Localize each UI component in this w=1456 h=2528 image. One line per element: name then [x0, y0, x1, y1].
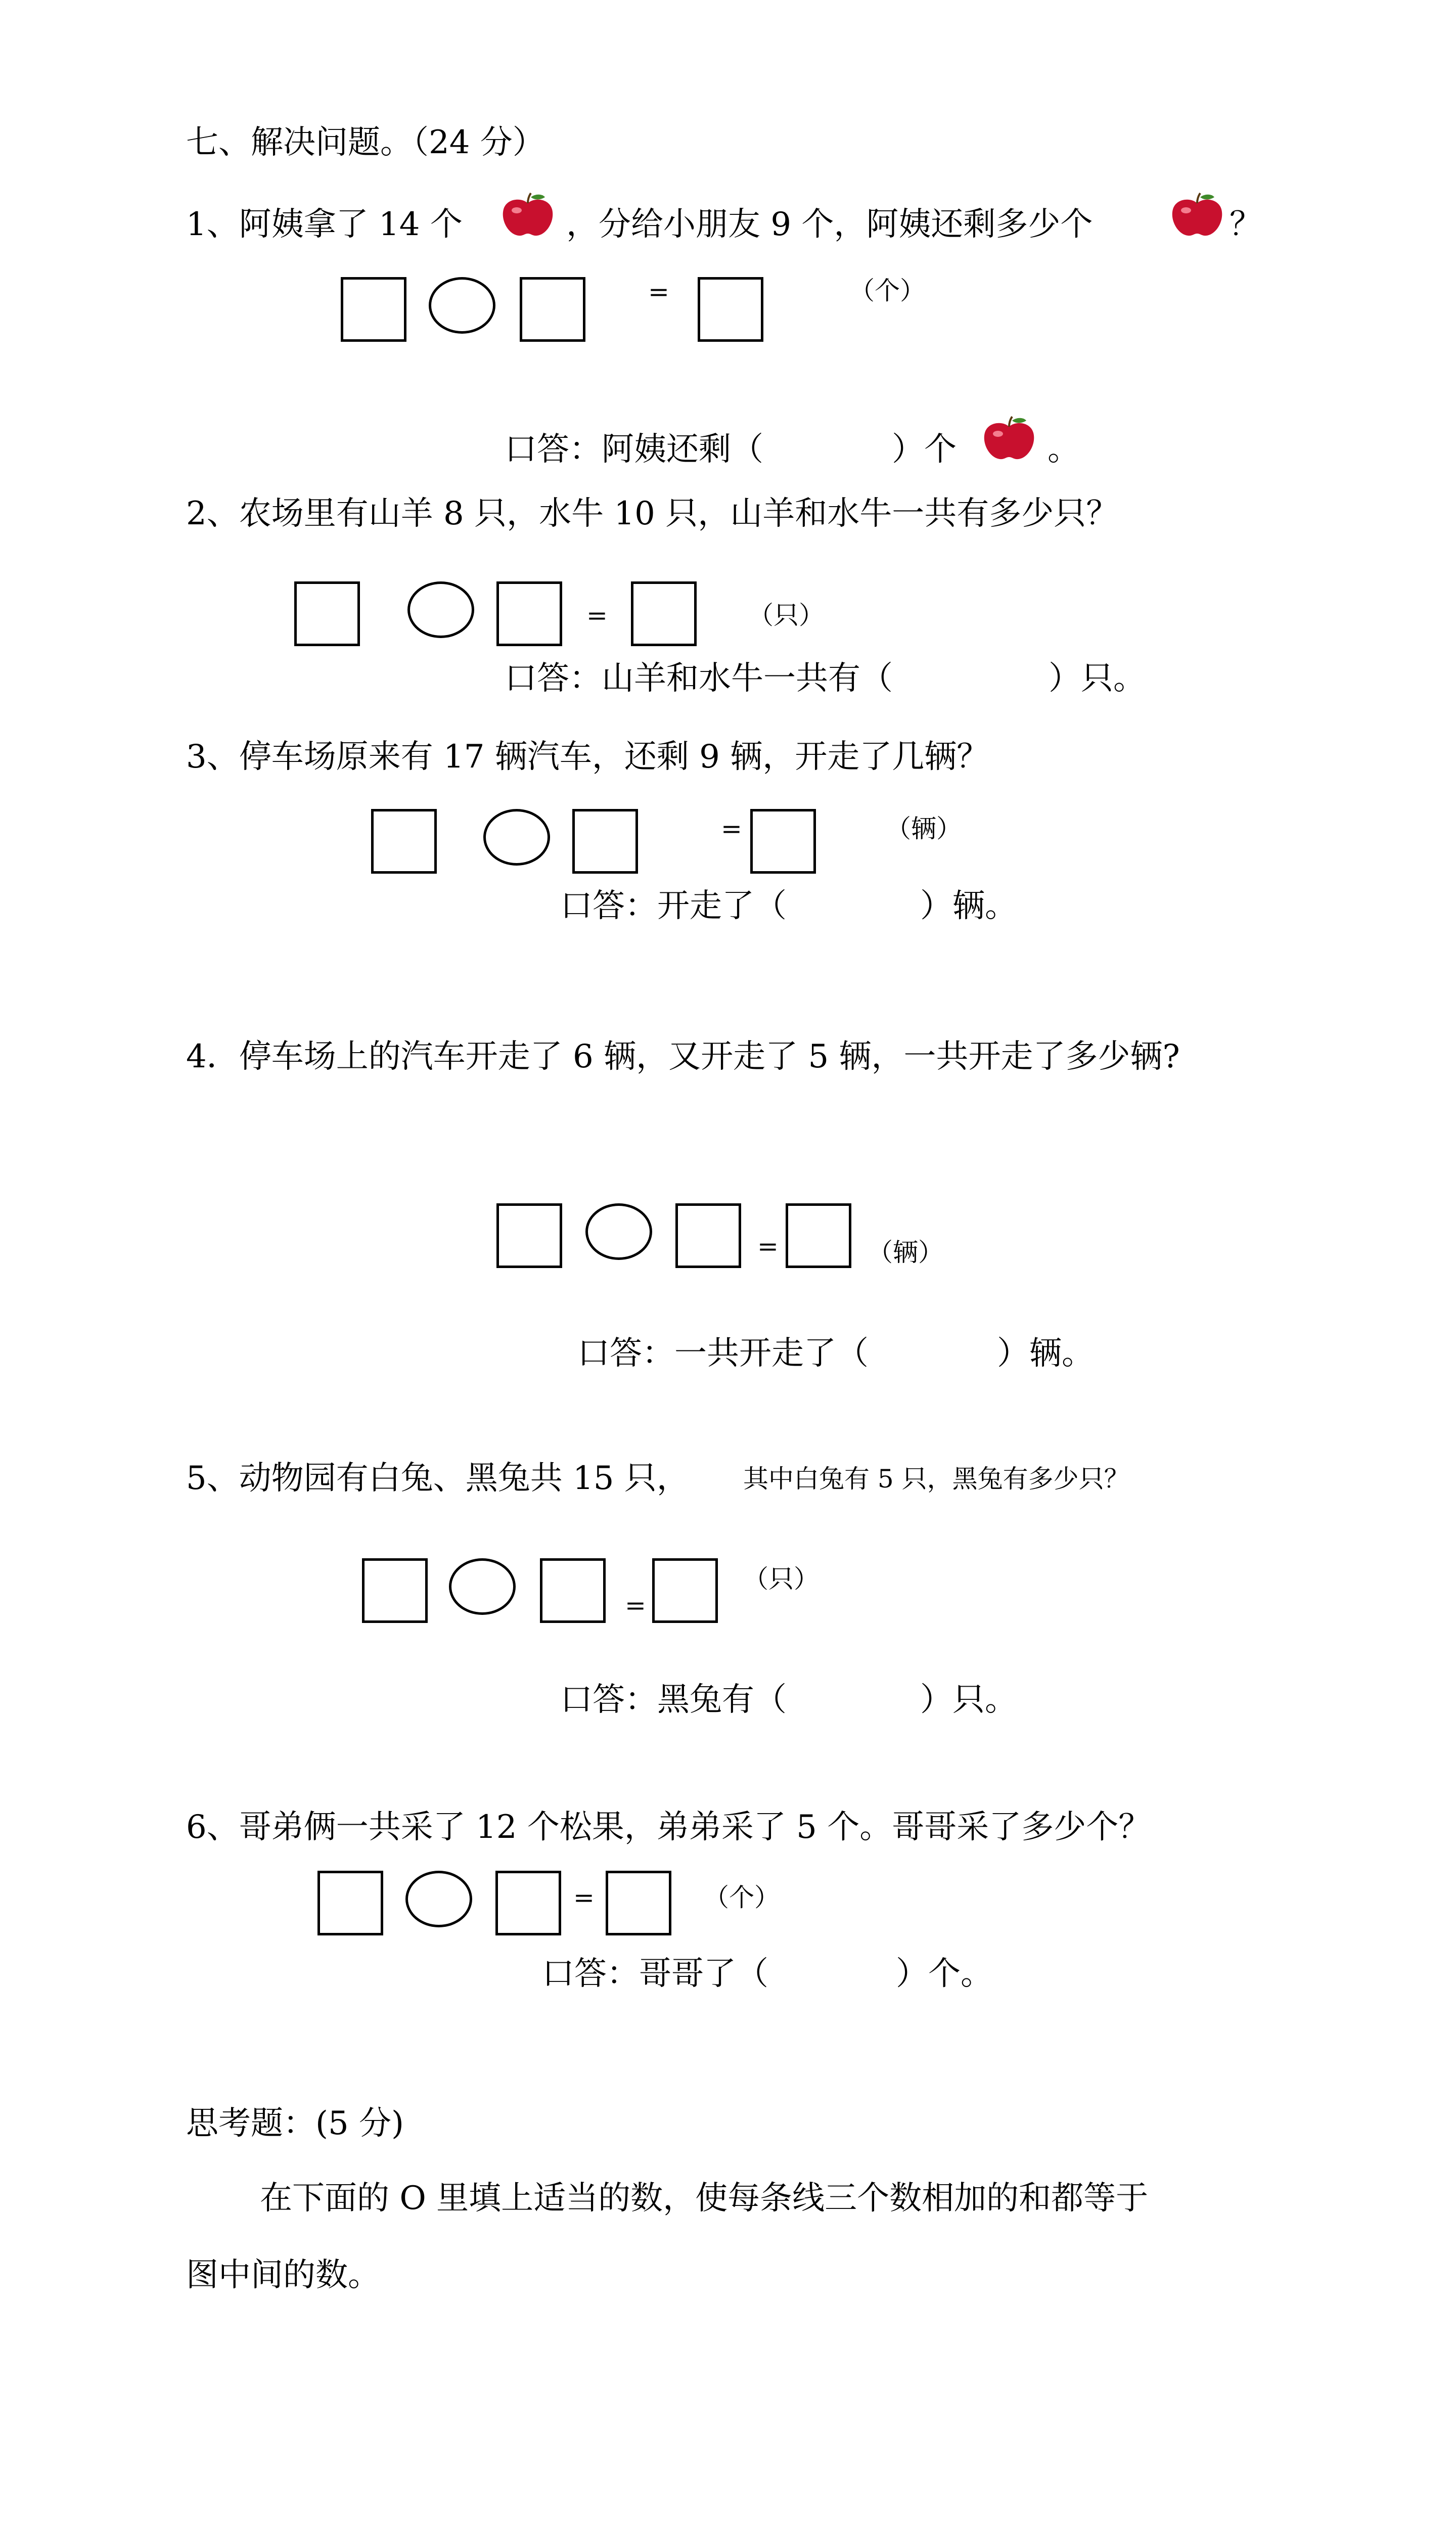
q5-operand2-box[interactable]: [540, 1558, 606, 1623]
section-title: 七、解决问题。（24 分）: [186, 124, 545, 161]
q3-result-box[interactable]: [750, 809, 816, 874]
q1-unit-label: （个）: [849, 276, 925, 305]
q2-operand2-box[interactable]: [496, 581, 562, 646]
q4-operator-circle[interactable]: [585, 1203, 652, 1260]
q3-answer-suffix: ）辆。: [920, 887, 1017, 925]
q2-equals-sign: =: [586, 601, 608, 630]
q2-result-box[interactable]: [631, 581, 697, 646]
q1-operator-circle[interactable]: [429, 277, 495, 334]
apple-icon: [499, 192, 556, 238]
q3-unit-label: （辆）: [886, 814, 962, 843]
q3-operand2-box[interactable]: [572, 809, 638, 874]
q4-unit-label: （辆）: [868, 1238, 943, 1267]
q2-operator-circle[interactable]: [407, 581, 474, 638]
q6-result-box[interactable]: [606, 1871, 671, 1935]
q6-answer-prefix: 口答：哥哥了（: [542, 1955, 768, 1993]
q5-unit-label: （只）: [743, 1564, 819, 1594]
thinking-line-2: 图中间的数。: [186, 2256, 380, 2294]
q2-answer-suffix: ）只。: [1049, 660, 1146, 697]
q2-operand1-box[interactable]: [294, 581, 360, 646]
q1-operand2-box[interactable]: [520, 277, 585, 342]
q4-operand2-box[interactable]: [675, 1203, 741, 1268]
q1-answer-end: 。: [1048, 431, 1080, 468]
q1-text-middle: ，分给小朋友 9 个，阿姨还剩多少个: [566, 206, 1093, 243]
q5-question-small: 其中白兔有 5 只，黑兔有多少只？: [743, 1464, 1129, 1494]
apple-icon: [981, 416, 1037, 461]
q2-answer-prefix: 口答：山羊和水牛一共有（: [505, 660, 893, 697]
q1-text-prefix: 1、阿姨拿了 14 个: [186, 206, 463, 243]
q1-answer-prefix: 口答：阿姨还剩（: [505, 431, 763, 468]
q5-operand1-box[interactable]: [362, 1558, 428, 1623]
q6-operand2-box[interactable]: [495, 1871, 561, 1935]
q6-equals-sign: =: [573, 1883, 595, 1912]
q6-unit-label: （个）: [704, 1883, 780, 1912]
q4-question: 4．停车场上的汽车开走了 6 辆，又开走了 5 辆，一共开走了多少辆?: [186, 1038, 1180, 1075]
q5-question-main: 5、动物园有白兔、黑兔共 15 只，: [186, 1460, 689, 1497]
q5-result-box[interactable]: [652, 1558, 718, 1623]
q1-result-box[interactable]: [698, 277, 763, 342]
q5-answer-prefix: 口答：黑兔有（: [560, 1681, 787, 1719]
q5-answer-suffix: ）只。: [920, 1681, 1017, 1719]
q3-equals-sign: =: [721, 814, 742, 843]
q1-equals-sign: =: [648, 277, 669, 306]
q1-answer-mid: ）个: [892, 431, 957, 468]
q6-operand1-box[interactable]: [317, 1871, 383, 1935]
thinking-title: 思考题：(5 分): [186, 2105, 404, 2142]
thinking-line-1: 在下面的 O 里填上适当的数，使每条线三个数相加的和都等于: [260, 2180, 1149, 2217]
q4-equals-sign: =: [757, 1232, 779, 1261]
q5-equals-sign: =: [625, 1591, 646, 1620]
q1-operand1-box[interactable]: [341, 277, 406, 342]
q3-answer-prefix: 口答：开走了（: [560, 887, 787, 925]
q5-operator-circle[interactable]: [449, 1558, 516, 1615]
q6-question: 6、哥弟俩一共采了 12 个松果，弟弟采了 5 个。哥哥采了多少个？: [186, 1809, 1151, 1846]
q4-result-box[interactable]: [786, 1203, 851, 1268]
q4-answer-suffix: ）辆。: [997, 1335, 1094, 1372]
q3-operator-circle[interactable]: [483, 809, 550, 866]
q4-answer-prefix: 口答：一共开走了（: [577, 1335, 869, 1372]
q4-operand1-box[interactable]: [496, 1203, 562, 1268]
q2-question: 2、农场里有山羊 8 只，水牛 10 只，山羊和水牛一共有多少只？: [186, 495, 1119, 532]
q3-operand1-box[interactable]: [371, 809, 437, 874]
q1-text-suffix: ？: [1230, 206, 1262, 243]
q3-question: 3、停车场原来有 17 辆汽车，还剩 9 辆，开走了几辆？: [186, 738, 989, 776]
apple-icon: [1169, 192, 1225, 238]
q6-operator-circle[interactable]: [405, 1871, 472, 1927]
q2-unit-label: （只）: [748, 601, 824, 630]
q6-answer-suffix: ）个。: [896, 1955, 993, 1993]
